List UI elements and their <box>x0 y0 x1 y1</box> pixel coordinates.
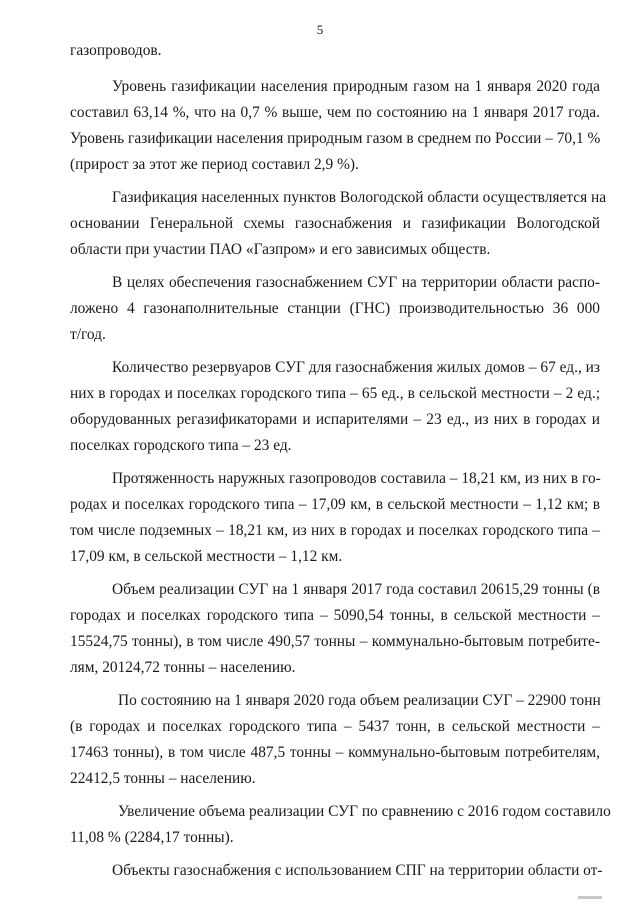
text-line: т/год. <box>70 326 106 343</box>
text-line: Газификация населенных пунктов Вологодской области осуществляется на <box>112 189 607 206</box>
paragraph-10 <box>70 858 603 884</box>
paragraph-9 <box>70 799 611 851</box>
paragraph-5 <box>70 355 600 459</box>
paragraph-4 <box>70 270 600 348</box>
text-line: В целях обеспечения газоснабжением СУГ на территории области распо- <box>112 274 600 291</box>
text-line: Уровень газификации населения природным газом на 1 января 2020 года <box>112 78 600 95</box>
scan-artifact <box>578 896 602 899</box>
paragraph-7 <box>70 577 600 681</box>
text-line: 17463 тонны), в том числе 487,5 тонны – коммунально-бытовым потребителям, <box>70 744 600 761</box>
paragraph-8 <box>70 688 600 792</box>
text-line: Увеличение объема реализации СУГ по сравнению с 2016 годом составило <box>118 803 611 820</box>
text-line: Протяженность наружных газопроводов составила – 18,21 км, из них в го- <box>112 470 601 487</box>
paragraph-1 <box>70 38 600 64</box>
text-line: 15524,75 тонны), в том числе 490,57 тонны – коммунально-бытовым потребите- <box>70 633 600 650</box>
text-line: (в городах и поселках городского типа – 5437 тонн, в сельской местности – <box>70 718 600 735</box>
text-line: том числе подземных – 18,21 км, из них в городах и поселках городского типа – <box>70 522 600 539</box>
text-line: них в городах и поселках городского типа – 65 ед., в сельской местности – 2 ед.; <box>70 385 600 402</box>
text-line: Количество резервуаров СУГ для газоснабжения жилых домов – 67 ед., из <box>112 359 600 376</box>
text-line: лям, 20124,72 тонны – населению. <box>70 659 296 676</box>
text-line: Объем реализации СУГ на 1 января 2017 года составил 20615,29 тонны (в <box>112 581 600 598</box>
text-line: По состоянию на 1 января 2020 года объем реализации СУГ – 22900 тонн <box>118 692 601 709</box>
text-line: городах и поселках городского типа – 5090,54 тонны, в сельской местности – <box>70 607 600 624</box>
paragraph-6 <box>70 466 600 570</box>
text-line: 11,08 % (2284,17 тонны). <box>70 829 234 846</box>
text-line: 17,09 км, в сельской местности – 1,12 км. <box>70 548 343 565</box>
text-line: родах и поселках городского типа – 17,09 км, в сельской местности – 1,12 км; в <box>70 496 600 513</box>
text-line: составил 63,14 %, что на 0,7 % выше, чем по состоянию на 1 января 2017 года. <box>70 104 600 121</box>
text-line: 22412,5 тонны – населению. <box>70 770 256 787</box>
text-line: оборудованных регазификаторами и испарителями – 23 ед., из них в городах и <box>70 411 600 428</box>
text-line: (прирост за этот же период составил 2,9 %). <box>70 156 359 173</box>
text-line: ложено 4 газонаполнительные станции (ГНС) производительностью 36 000 <box>70 300 600 317</box>
paragraph-2 <box>70 74 600 178</box>
text-line: Объекты газоснабжения с использованием СПГ на территории области от- <box>112 862 603 879</box>
text-line: основании Генеральной схемы газоснабжения и газификации Вологодской <box>70 215 600 232</box>
page-number: 5 <box>316 22 324 37</box>
paragraph-3 <box>70 185 607 263</box>
text-line: Уровень газификации населения природным газом в среднем по России – 70,1 % <box>70 130 601 147</box>
text-line: области при участии ПАО «Газпром» и его зависимых обществ. <box>70 241 491 258</box>
text-line: газопроводов. <box>70 42 162 59</box>
document-body <box>70 38 611 891</box>
text-line: поселках городского типа – 23 ед. <box>70 437 292 454</box>
